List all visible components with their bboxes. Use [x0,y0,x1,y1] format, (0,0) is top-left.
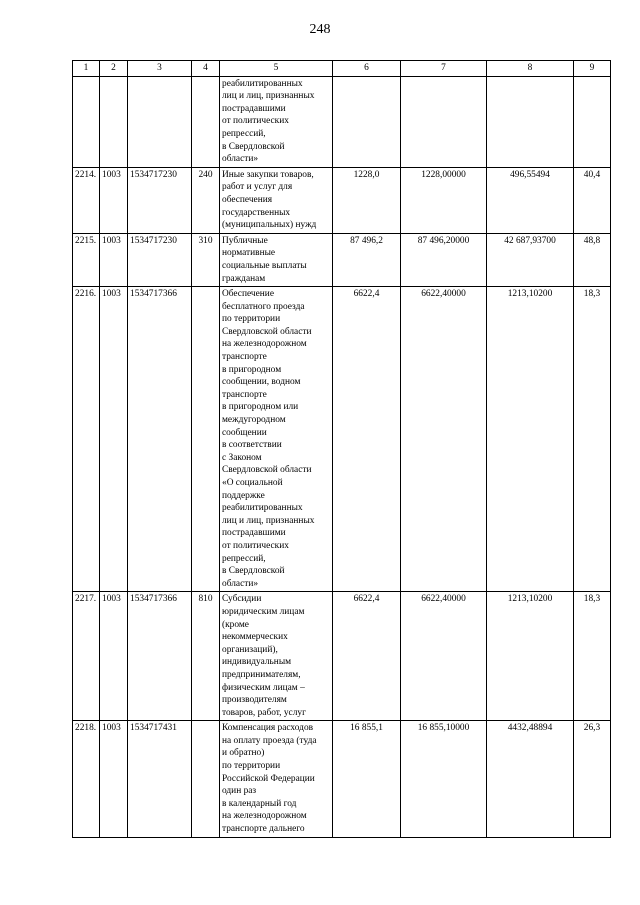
section-code-cell [100,76,128,167]
column-header: 3 [128,61,192,77]
executed-amount-cell: 1213,10200 [487,287,574,592]
table-row [73,721,611,837]
percent-cell: 26,3 [574,721,611,837]
table-row [73,592,611,721]
approved-amount-cell: 6622,40000 [401,287,487,592]
table-row [73,233,611,286]
section-code-cell: 1003 [100,167,128,233]
approved-amount-cell: 1228,00000 [401,167,487,233]
section-code-cell: 1003 [100,287,128,592]
row-number-cell: 2218. [73,721,100,837]
target-item-cell: 1534717366 [128,592,192,721]
description-cell: Иные закупки товаров, работ и услуг для обеспечения государственных (муниципальных) нужд [220,167,333,233]
column-header: 6 [333,61,401,77]
row-number-cell: 2214. [73,167,100,233]
section-code-cell: 1003 [100,233,128,286]
percent-cell: 18,3 [574,592,611,721]
row-number-cell: 2217. [73,592,100,721]
approved-amount-cell: 16 855,10000 [401,721,487,837]
expense-type-cell [192,76,220,167]
target-item-cell: 1534717230 [128,167,192,233]
description-cell: Субсидии юридическим лицам (кроме некоммерческих организаций), индивидуальным предпринимателям, физическим лицам – производителям товаров, работ, услуг [220,592,333,721]
percent-cell: 18,3 [574,287,611,592]
description-cell: Публичные нормативные социальные выплаты гражданам [220,233,333,286]
approved-amount-cell: 87 496,20000 [401,233,487,286]
row-number-cell: 2216. [73,287,100,592]
expense-type-cell [192,287,220,592]
table-row [73,287,611,592]
expense-type-cell: 810 [192,592,220,721]
row-number-cell: 2215. [73,233,100,286]
column-header: 9 [574,61,611,77]
planned-amount-cell: 6622,4 [333,287,401,592]
executed-amount-cell [487,76,574,167]
description-cell: реабилитированных лиц и лиц, признанных пострадавшими от политических репрессий, в Свердловской области» [220,76,333,167]
executed-amount-cell: 4432,48894 [487,721,574,837]
table-row [73,167,611,233]
planned-amount-cell [333,76,401,167]
percent-cell [574,76,611,167]
expense-type-cell: 240 [192,167,220,233]
section-code-cell: 1003 [100,721,128,837]
column-header: 7 [401,61,487,77]
target-item-cell: 1534717431 [128,721,192,837]
percent-cell: 40,4 [574,167,611,233]
column-header: 4 [192,61,220,77]
column-header: 8 [487,61,574,77]
planned-amount-cell: 87 496,2 [333,233,401,286]
description-cell: Компенсация расходов на оплату проезда (туда и обратно) по территории Российской Федерации один раз в календарный год на железнодорожном транспорте дальнего [220,721,333,837]
column-header: 1 [73,61,100,77]
target-item-cell: 1534717366 [128,287,192,592]
executed-amount-cell: 1213,10200 [487,592,574,721]
target-item-cell: 1534717230 [128,233,192,286]
column-header: 2 [100,61,128,77]
row-number-cell [73,76,100,167]
budget-table [72,60,611,838]
table-row [73,76,611,167]
approved-amount-cell: 6622,40000 [401,592,487,721]
executed-amount-cell: 496,55494 [487,167,574,233]
expense-type-cell [192,721,220,837]
planned-amount-cell: 16 855,1 [333,721,401,837]
target-item-cell [128,76,192,167]
header-row [73,61,611,77]
executed-amount-cell: 42 687,93700 [487,233,574,286]
page-number: 248 [309,22,331,37]
column-header: 5 [220,61,333,77]
description-cell: Обеспечение бесплатного проезда по территории Свердловской области на железнодорожном транспорте в пригородном сообщении, водном транспорте в пригородном или междугородном сообщении в соответствии с Законом Свердловской области «О социальной поддержке реабилитированных лиц и лиц, признанных пострадавшими от политических репрессий, в Свердловской области» [220,287,333,592]
percent-cell: 48,8 [574,233,611,286]
planned-amount-cell: 1228,0 [333,167,401,233]
approved-amount-cell [401,76,487,167]
section-code-cell: 1003 [100,592,128,721]
expense-type-cell: 310 [192,233,220,286]
planned-amount-cell: 6622,4 [333,592,401,721]
